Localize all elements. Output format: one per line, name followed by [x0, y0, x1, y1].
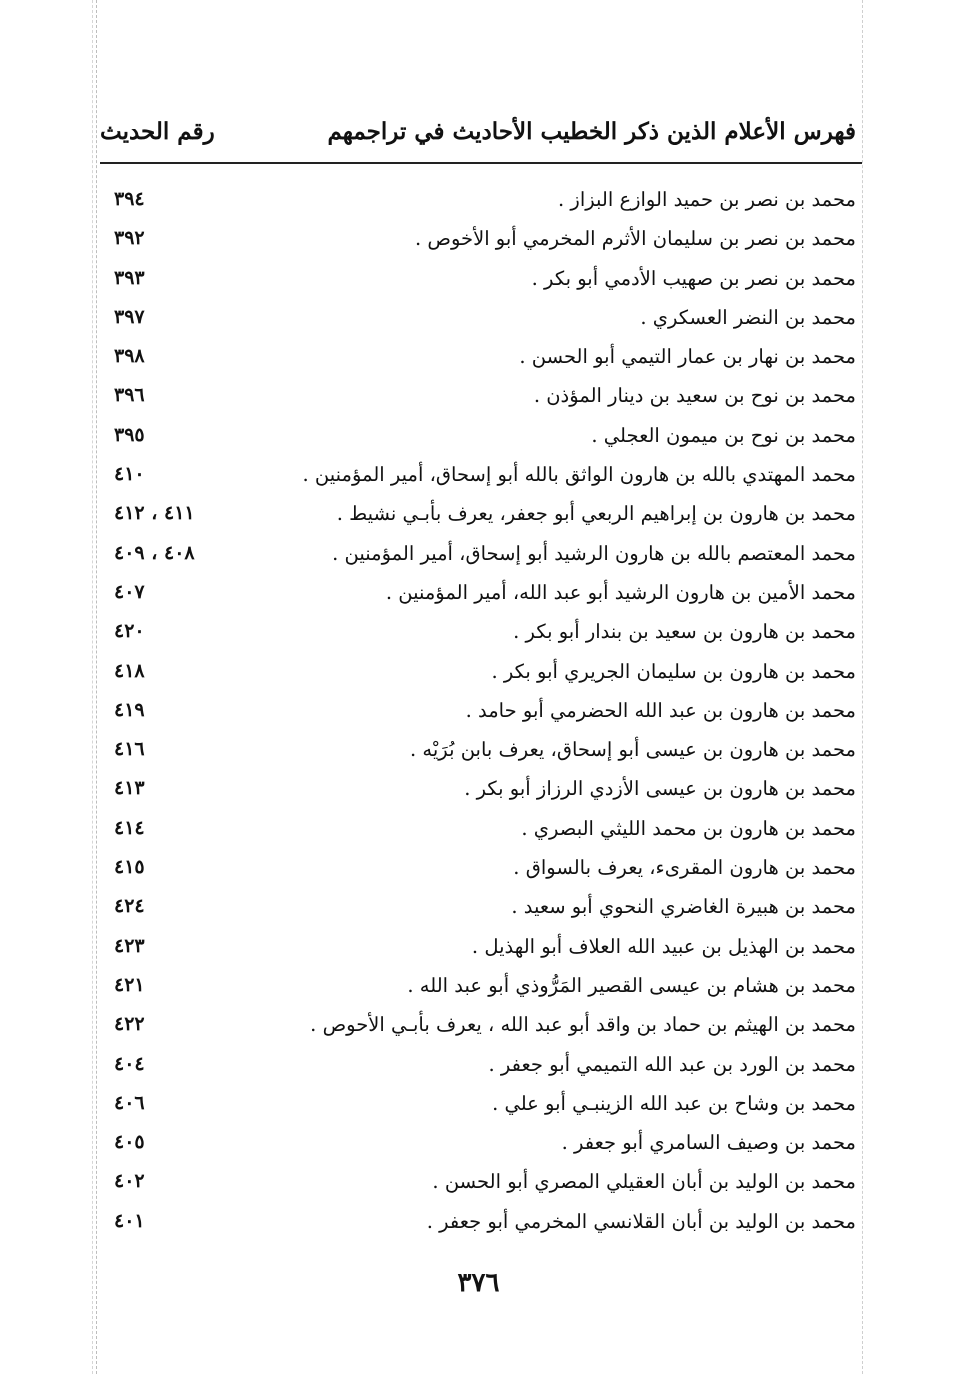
entry-hadith-numbers: ٣٩٢ — [114, 227, 145, 250]
index-entry — [100, 1127, 862, 1166]
entry-name: محمد بن هشام بن عيسى القصير المَرُّوذي أبو عبد الله . — [407, 973, 856, 997]
page-header — [100, 118, 862, 162]
index-entry — [100, 302, 862, 341]
entry-name: محمد بن نوح بن سعيد بن دينار المؤذن . — [533, 384, 856, 408]
entry-name: محمد المهتدي بالله بن هارون الواثق بالله أبو إسحاق، أمير المؤمنين . — [302, 463, 856, 487]
entry-hadith-numbers: ٤١٠ — [114, 463, 145, 486]
entry-hadith-numbers: ٤٠٨ ، ٤٠٩ — [114, 541, 195, 564]
entry-name: محمد بن نصر بن صهيب الأدمي أبو بكر . — [531, 266, 856, 290]
index-entry — [100, 223, 862, 262]
index-entry — [100, 616, 862, 655]
scan-fold-line-left-faint — [92, 0, 93, 1374]
index-entry — [100, 1206, 862, 1245]
index-entry — [100, 734, 862, 773]
index-entry — [100, 970, 862, 1009]
index-entry — [100, 1049, 862, 1088]
entry-name: محمد بن هارون بن عيسى الأزدي الرزاز أبو بكر . — [464, 777, 856, 801]
entry-hadith-numbers: ٤١١ ، ٤١٢ — [114, 502, 195, 525]
index-entry — [100, 263, 862, 302]
index-entry — [100, 773, 862, 812]
entry-name: محمد بن هارون بن عيسى أبو إسحاق، يعرف بابن بُرَيْه . — [410, 738, 856, 762]
entry-hadith-numbers: ٣٩٤ — [114, 188, 145, 210]
index-entry — [100, 498, 862, 537]
entry-name: محمد بن هبيرة الغاضري النحوي أبو سعيد . — [511, 895, 856, 919]
entry-hadith-numbers: ٣٩٣ — [114, 266, 145, 289]
entry-name: محمد بن هارون المقرىء، يعرف بالسواق . — [513, 856, 856, 880]
entry-hadith-numbers: ٤١٤ — [114, 816, 145, 839]
index-entry — [100, 1009, 862, 1048]
entry-name: محمد بن نصر بن سليمان الأثرم المخرمي أبو الأخوص . — [414, 227, 856, 251]
entry-hadith-numbers: ٤٢٤ — [114, 895, 145, 918]
index-entry — [100, 420, 862, 459]
index-entry-list — [100, 184, 862, 1245]
index-entry — [100, 538, 862, 577]
entry-name: محمد الأمين بن هارون الرشيد أبو عبد الله، أمير المؤمنين . — [385, 580, 856, 604]
entry-hadith-numbers: ٣٩٧ — [114, 305, 145, 328]
entry-name: محمد بن هارون بن سعيد بن بندار أبو بكر . — [513, 620, 856, 644]
index-entry — [100, 813, 862, 852]
index-entry — [100, 1166, 862, 1205]
entry-name: محمد بن وشاح بن عبد الله الزينبـي أبو علي . — [492, 1091, 856, 1115]
index-entry — [100, 852, 862, 891]
index-entry — [100, 184, 862, 223]
entry-name: محمد بن هارون بن عبد الله الحضرمي أبو حامد . — [465, 698, 856, 722]
entry-hadith-numbers: ٤٢٠ — [114, 620, 145, 643]
index-entry — [100, 931, 862, 970]
index-entry — [100, 656, 862, 695]
entry-name: محمد بن وصيف السامري أبو جعفر . — [561, 1131, 856, 1155]
entry-hadith-numbers: ٤١٩ — [114, 698, 145, 721]
entry-name: محمد بن نهار بن عمار التيمي أبو الحسن . — [519, 345, 856, 369]
entry-hadith-numbers: ٤٠٢ — [114, 1170, 145, 1193]
entry-hadith-numbers: ٣٩٦ — [114, 384, 145, 407]
index-entry — [100, 695, 862, 734]
header-divider — [100, 162, 862, 164]
scan-fold-line-right — [862, 0, 863, 1374]
entry-name: محمد بن الهيثم بن حماد بن واقد أبو عبد الله ، يعرف بأبـي الأحوص . — [310, 1013, 856, 1037]
entry-name: محمد بن النضر العسكري . — [640, 305, 856, 329]
entry-hadith-numbers: ٤١٦ — [114, 738, 145, 761]
entry-hadith-numbers: ٣٩٨ — [114, 345, 145, 368]
entry-name: محمد بن هارون بن إبراهيم الربعي أبو جعفر، يعرف بأبـي نشيط . — [336, 502, 856, 526]
entry-name: محمد بن هارون بن سليمان الجريري أبو بكر . — [491, 659, 856, 683]
index-entry — [100, 577, 862, 616]
entry-hadith-numbers: ٤١٣ — [114, 777, 145, 800]
entry-hadith-numbers: ٤٢٣ — [114, 934, 145, 957]
entry-name: محمد بن الورد بن عبد الله التميمي أبو جعفر . — [488, 1052, 856, 1076]
entry-name: محمد بن نوح بن ميمون العجلي . — [591, 423, 856, 447]
entry-name: محمد المعتصم بالله بن هارون الرشيد أبو إسحاق، أمير المؤمنين . — [332, 541, 856, 565]
index-entry — [100, 459, 862, 498]
index-entry — [100, 891, 862, 930]
entry-hadith-numbers: ٤٢١ — [114, 973, 145, 996]
entry-hadith-numbers: ٤٠٥ — [114, 1131, 145, 1154]
scan-fold-line-left — [96, 0, 97, 1374]
entry-hadith-numbers: ٤٠٦ — [114, 1091, 145, 1114]
entry-hadith-numbers: ٤٠٤ — [114, 1052, 145, 1075]
entry-hadith-numbers: ٤٠١ — [114, 1209, 145, 1232]
entry-name: محمد بن هارون بن محمد الليثي البصري . — [521, 816, 856, 840]
entry-name: محمد بن الهذيل بن عبيد الله العلاف أبو الهذيل . — [471, 934, 856, 958]
index-entry — [100, 380, 862, 419]
entry-hadith-numbers: ٤٠٧ — [114, 580, 145, 603]
hadith-number-column-label: رقم الحديث — [100, 118, 215, 145]
page-number: ٣٧٦ — [457, 1268, 500, 1298]
entry-name: محمد بن الوليد بن أبان العقيلي المصري أبو الحسن . — [432, 1170, 856, 1194]
entry-hadith-numbers: ٤١٨ — [114, 659, 145, 682]
entry-hadith-numbers: ٤١٥ — [114, 856, 145, 879]
index-title: فهرس الأعلام الذين ذكر الخطيب الأحاديث في تراجمهم — [327, 118, 856, 145]
entry-name: محمد بن نصر بن حميد الوازع البزاز . — [558, 188, 856, 211]
entry-hadith-numbers: ٤٢٢ — [114, 1013, 145, 1036]
index-entry — [100, 1088, 862, 1127]
entry-hadith-numbers: ٣٩٥ — [114, 423, 145, 446]
index-entry — [100, 341, 862, 380]
entry-name: محمد بن الوليد بن أبان القلانسي المخرمي أبو جعفر . — [426, 1209, 856, 1233]
